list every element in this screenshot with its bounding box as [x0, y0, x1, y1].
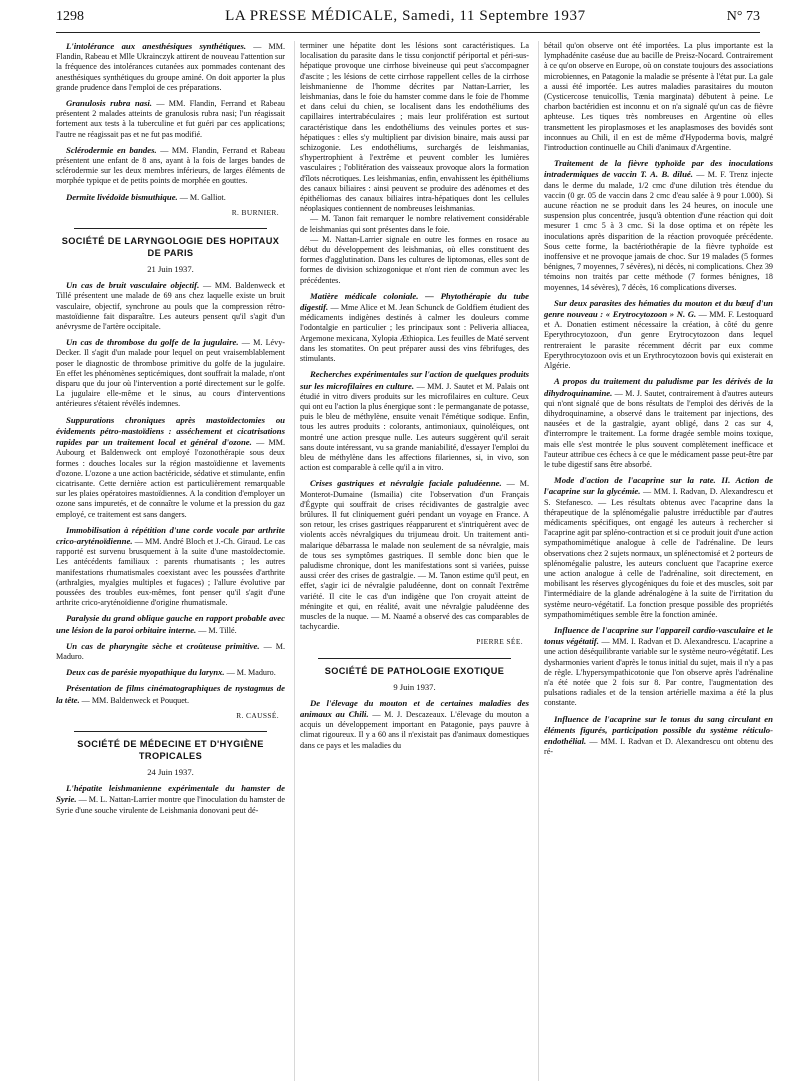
article-entry: [300, 291, 529, 364]
section-divider: [318, 658, 511, 659]
article-continuation: terminer une hépatite dont les lésions sont caractéristiques. La localisation du parasite dans le tissu conjonctif périportal et péri-sus-hépatique provoque une cirrhose biveineuse qui peut s'accompagner d'ascite ; les lésions de cette cirrhose rappellent celles de la cirrhose leishmanienne de l'homme décrites par Nattan-Larrier, les leishmanias, dans le foie du hamster comme dans le foie de l'homme et dans celui du chien, se localisent dans les endothéliums des capillaires intertrabéculaires ; mais leur prolifération est surtout caractéristique dans les endothéliums des veinules portes et sus-hépatiques : elles s'y multiplient par division binaire, mais aussi par schizogonie. Les endothéliums, surchargés de leishmanias, s'hypertrophient à l'extrême et peuvent combler les lumières vasculaires ; l'oblitération des vaisseaux provoque alors la formation d'îlots nécrotiques. Les leishmanias, enfin, envahissent les épithéliums des canaux biliaires : ainsi peuvent se produire des adénomes et des épithéliomas des canaux biliaires intra-hépatiques dont les cellules néoplasiques contiennent de nombreuses leishmanias. — M. Tanon fait remarquer le nombre relativement considérable de leishmanias qui sont présentes dans le foie. — M. Nattan-Larrier signale en outre les formes en rosace au début du développement des leishmanias, où elles constituent des formes d'agglutination. Dans les cultures de liptomonas, elles sont de formes de division schizogonique et n'ont rien de commun avec les précédentes.: [300, 41, 529, 285]
section-date: 24 Juin 1937.: [147, 766, 194, 777]
article-title: De l'élevage du mouton et de certaines maladies des animaux au Chili.: [300, 697, 529, 719]
article-entry: [544, 625, 773, 709]
article-title: A propos du traitement du paludisme par les dérivés de la dihydroquinamine.: [544, 376, 773, 398]
article-title: Un cas de pharyngite sèche et croûteuse primitive.: [66, 640, 260, 651]
signature: R. BURNIER.: [231, 207, 279, 217]
article-entry: [56, 641, 285, 662]
article-entry: [544, 376, 773, 470]
article-text: — M. J. Descazeaux. L'élevage du mouton a acquis un développement important en Patagonie, pays pauvre à climat rigoureux. Il y a 60 ans il n'existait pas d'animaux domestiques dans ce pays et les maladies du: [300, 709, 529, 750]
section-date: 21 Juin 1937.: [147, 264, 194, 275]
article-text: — MM. Flandin, Ferrand et Rabeau présentent 2 malades atteints de granulosis rubra nasi; l'un réagissait fortement aux tests à la tuberculine et fut guéri par ces applications; l'autre ne réagissait pas et ne fut pas modifié.: [56, 99, 285, 139]
article-text: — M. F. Trenz injecte dans le derme du malade, 1/2 cmc d'une dilution très étendue du vaccin (0 gr. 05 de vaccin dans 2 cmc d'eau salée à 9 pour 1.000). Si aucune réaction ne se produit dans les 24 heures, on inocule une suspension plus concentrée, jusqu'à obtention d'une réaction qui doit mesurer 1 cmc 5 à 3 cmc. Si la dose optima et on répète les inoculations après disparition de la réaction provoquée précédente. Sous cette forme, la bactériothérapie de la fièvre typhoïde est inoffensive et ne provoque jamais de choc. Sur 19 malades (5 formes bénignes, 7 moyennes, 7 sévères), ni décès, ni complications. Chez 39 témoins non traités par cette méthode (7 formes bénignes, 18 moyennes, 14 sévères), 7 décès, 16 complications diverses.: [544, 170, 774, 292]
article-text: — M. Maduro.: [56, 641, 286, 661]
article-entry: [300, 698, 529, 751]
column-3: [538, 41, 773, 1081]
section-title: SOCIÉTÉ DE LARYNGOLOGIE DES HOPITAUX DE PARIS: [61, 236, 280, 259]
article-title: L'intolérance aux anesthésiques synthétiques.: [66, 41, 247, 51]
article-entry: [56, 415, 285, 520]
column-1: [56, 41, 285, 1081]
signature: PIERRE SÉE.: [476, 637, 523, 647]
article-entry: [300, 478, 529, 632]
article-text: — MM. I. Radvan, D. Alexandrescu et S. Stefanesco. — Les résultats obtenus avec l'acaprine dans la thérapeutique de la splénomégalie palustre irréductible par d'autres médicaments spécifiques, ont engagé les auteurs à rechercher si l'acaprine agit par spléno-contraction et si ce produit jouit d'une action sympathomimétique analogue à celle de l'adrénaline. De leurs observations chez 2 sujets normaux, un splénectomisé et 2 porteurs de splénomégalie palustre, les auteurs concluent que l'acaprine exerce une action analogue à celle de l'adrénaline, soit directement, en mobilisant les réserves glycogéniques du foie et des muscles, soit par l'intermédiaire de la glande adrénalogène à la suite de l'irritation du système neuro-végétatif. La fonction presque possible des propriétés sympathomimétiques semble être la fonction aminée.: [544, 487, 773, 619]
article-title: Présentation de films cinématographiques de nystagmus de la tête.: [56, 683, 285, 705]
article-entry: [544, 298, 773, 371]
article-entry: [56, 98, 285, 140]
article-title: Un cas de thrombose du golfe de la jugulaire.: [66, 337, 239, 348]
article-text: — MM. I. Radvan et D. Alexandrescu ont obtenu des ré-: [544, 737, 773, 757]
article-title: Mode d'action de l'acaprine sur la rate. II. Action de l'acaprine sur la glycémie.: [544, 475, 773, 497]
article-text: — MM. Baldenweck et Pouquet.: [81, 695, 190, 705]
article-text: — MM. Flandin, Ferrand et Rabeau présentent une enfant de 8 ans, ayant à la fois de larges bandes de sclérodermie sur les deux membres inférieurs, de larges éléments de morphée typique et de petits points de morphée en gouttes.: [56, 145, 285, 186]
section-divider: [74, 731, 267, 732]
page-number: 1298: [56, 9, 84, 24]
article-entry: [56, 525, 285, 609]
article-title: Crises gastriques et névralgie faciale paludéenne.: [310, 478, 502, 489]
article-text: — MM. Flandin, Rabeau et Mlle Ukrainczyk attirent de nouveau l'attention sur la fréquence des intolérances cutanées aux pommades contenant des anesthésiques synthétiques du groupe aminé. On doit apporter la plus grande prudence dans l'emploi de ces préparations.: [56, 42, 285, 92]
article-text: — MM. André Bloch et J.-Ch. Giraud. Le cas rapporté est survenu brusquement à la suite d'une mastoïdectomie. Les antécédents familiaux : parents rhumatisants ; les autres manifestations rhumatismales coexistant avec les poussées d'arthrite (arthralgies, myalgies multiples et fugaces) ; l'allure évolutive par poussées des troubles eux-mêmes, font penser qu'il s'agit d'une arthrite crico-aryténoïdienne d'origine rhumatismale.: [56, 536, 285, 608]
article-title: Un cas de bruit vasculaire objectif.: [66, 280, 200, 291]
section-date: 9 Juin 1937.: [393, 681, 436, 692]
article-entry: [56, 337, 285, 409]
article-entry: [56, 783, 285, 816]
article-title: Sur deux parasites des hématies du mouton et du bœuf d'un genre nouveau : « Erytrocytozoon » N. G.: [544, 297, 773, 320]
text-columns: [56, 41, 774, 1081]
article-entry: [300, 369, 529, 473]
article-title: Paralysie du grand oblique gauche en rapport probable avec une lésion de la paroi orbitaire interne.: [56, 613, 285, 635]
section-title: SOCIÉTÉ DE PATHOLOGIE EXOTIQUE: [324, 665, 505, 676]
article-title: Matière médicale coloniale. — Phytothérapie du tube digestif.: [300, 290, 529, 313]
article-title: Sclérodermie en bandes.: [66, 144, 157, 155]
article-title: Immobilisation à répétition d'une corde vocale par arthrite crico-aryténoïdienne.: [56, 524, 285, 546]
article-title: Recherches expérimentales sur l'action de quelques produits sur les microfilaires en culture.: [300, 369, 529, 391]
article-title: Deux cas de parésie myopathique du larynx.: [66, 667, 225, 678]
article-text: — MM. F. Lestoquard et A. Donatien estiment nécessaire la création, à côté du genre Eperythrocytozoon, d'un genre Erytrocytozoon dans lequel rentreraient le parasite récemment décrit par eux comme Eperythrocytozoon ovis et un Erythrocytozoon bovis qui existerait en Algérie.: [544, 310, 773, 371]
article-text: — M. Maduro.: [226, 668, 276, 678]
article-continuation: bétail qu'on observe ont été importées. La plus importante est la lymphadénite caséuse due au bacille de Preisz-Nocard. Contrairement à ce qu'on observe en Europe, où on constate toujours des associations microbiennes, en Patagonie la maladie se présente à l'état pur. La gale a aussi été importée. Les autres maladies parasitaires du mouton (Cysticercose tenuicollis, Tænia marginata) débutent à peine. Le charbon bactéridien est inconnu et on n'a signalé qu'un cas de fièvre aphteuse. Les tiques très nombreuses en Argentine où elles transmettent les piroplasmoses et les anaplasmoses des bovidés sont inconnues au Chili, il en est de même d'Hypoderma bovis, malgré l'introduction continuelle au Chili d'animaux d'Argentine.: [544, 41, 773, 153]
article-title: Dermite livédoïde bismuthique.: [66, 191, 178, 202]
article-text: — M. Galliot.: [179, 192, 226, 202]
article-text: — M. Lévy-Decker. Il s'agit d'un malade pour lequel on peut vraisemblablement poser le diagnostic de thrombose primitive du golfe de la jugulaire. En effet les phénomènes septicémiques, dont souffrait la malade, n'ont disparu que du jour où l'intervention a porté directement sur le golfe. La jugulaire elle-même et le sinus, au cours d'interventions antérieures s'étaient révélés indemnes.: [56, 338, 285, 409]
article-title: Granulosis rubra nasi.: [66, 98, 152, 109]
article-entry: [56, 683, 285, 705]
article-text: — MM. J. Sautet et M. Palais ont étudié in vitro divers produits sur les microfilaires en culture. Ceux qui ont eu l'action la plus énergique sont : le permanganate de potasse, puis le bleu de méthylène, ensuite venait l'émétique sodique. Enfin, tous les autres produits : colorants, antimoniaux, quinoléiques, ont montré une action presque nulle. Les auteurs suggèrent qu'il serait sans doute intéressant, vu sa grande maniabilité, d'essayer l'emploi du bleu de méthylène dans les affections filariennes, si, in vivo, son action est comparable à celle qu'il a in vitro.: [300, 381, 529, 473]
article-text: — M. J. Sautet, contrairement à d'autres auteurs qui n'ont signalé que de bons résultats de l'emploi des dérivés de la dihydroquinamine, a observé dans le traitement par injections, des nausées et de la gastralgie, ayant obligé, dans 2 cas sur 4, d'interrompre le traitement. La forme dragée semble moins toxique, mais elle s'est montrée le plus souvent complètement inefficace et l'auteur attribue ces échecs à ce que le médicament passe peut-être par le tube digestif sans être absorbé.: [544, 388, 774, 469]
section-divider: [74, 228, 267, 229]
article-title: Traitement de la fièvre typhoïde par des inoculations intradermiques de vaccin T. A. B. dilué.: [544, 158, 773, 180]
article-title: Suppurations chroniques après mastoïdectomies ou évidements pétro-mastoïdiens : asséchement et cicatrisations rapides par un traitement local et général d'ozone.: [56, 414, 285, 448]
running-header: [56, 8, 760, 33]
article-title: Influence de l'acaprine sur l'appareil cardio-vasculaire et le tonus végétatif.: [544, 624, 773, 647]
article-text: — MM. I. Radvan et D. Alexandrescu. L'acaprine a une action déséquilibrante variable sur le système neuro-végétatif. Les dysharmonies varient d'après le tonus initial du sujet, mais il n'y a pas de règle. L'hypersympathicotonie que l'on observe après l'adrénaline n'a été notée que 2 fois sur 8. Par contre, l'augmentation des pulsations radiales et de la tension artérielle maxima a été la plus constante.: [544, 637, 773, 708]
article-text: — M. L. Nattan-Larrier montre que l'inoculation du hamster de Syrie d'une souche virulente de Leishmania donovani peut dé-: [56, 795, 286, 815]
article-text: — M. Monterot-Dumaine (Ismailia) cite l'observation d'un Français d'Égypte qui souffrait de crises récidivantes de gastralgie avec brûlures. Il fut cliniquement guéri pendant un voyage en France. A son retour, les crises gastriques réapparurent et s'intriquèrent avec de violents accès névralgiques du trijumeau droit. Un traitement anti-malarique débarrassa le malade non seulement de sa névralgie, mais de tous ses symptômes gastriques. Il semble donc bien que le paludisme chronique, dont les manifestations sont si variées, puisse aussi créer des crises de gastralgie. — M. Tanon estime qu'il peut, en effet, s'agir ici de névralgie paludéenne, dont on connaît l'extrême variété. Il cite le cas d'un indigène que l'on croyait atteint de méningite et qui, en réalité, avait une névralgie paludéenne des muscles de la nuque. — M. Naamé a observé des cas comparables de tachycardie.: [300, 479, 530, 632]
article-entry: [544, 714, 773, 758]
article-title: Influence de l'acaprine sur le tonus du sang circulant en éléments figurés, participation possible du système réticulo-endothélial.: [544, 713, 773, 746]
article-text: — MM. Aubourg et Baldenweck ont employé l'ozonothérapie sous deux formes : douches locales sur la région mastoïdienne et lavements d'ozone. L'ozone a une action bactéricide, sédative et stimulante, enfin cicatrisante. Cette dernière action est particulièrement remarquable sur les plaies opératoires mastoïdiennes. A la condition d'employer un ozone sans impuretés, et de connaître le volume et la pression du gaz employé, ce traitement est sans dangers.: [56, 438, 286, 519]
article-entry: [56, 192, 285, 203]
article-entry: [544, 475, 773, 620]
article-entry: [56, 613, 285, 635]
article-title: L'hépatite leishmanienne expérimentale du hamster de Syrie.: [56, 783, 285, 805]
article-text: — Mme Alice et M. Jean Schunck de Goldfiem étudient des médicaments indigènes destinés à calmer les douleurs comme l'odontalgie en particulier ; les principaux sont : Peliveria alliacea, Argemone mexicana, Xylopia Æthiopica. Les feuilles de Maté servent dans les stomatites. On peut préparer aussi des vins fébrifuges, des stimulants.: [300, 303, 529, 364]
section-title: SOCIÉTÉ DE MÉDECINE ET D'HYGIÈNE TROPICALES: [77, 738, 264, 761]
signature: R. CAUSSÉ.: [236, 710, 279, 720]
article-entry: [56, 280, 285, 332]
article-entry: [56, 667, 285, 678]
article-entry: [56, 145, 285, 187]
article-entry: [56, 41, 285, 93]
issue-number: N° 73: [726, 9, 760, 24]
article-text: — MM. Baldenweck et Tillé présentent une malade de 69 ans chez laquelle existe un bruit vasculaire, objectif, synchrone au pouls que la compression rétro-mastoïdienne fait disparaître. Les auteurs pensent qu'il s'agit d'un anévrysme de l'artère occipitale.: [56, 281, 285, 332]
column-2: [294, 41, 529, 1081]
article-text: — M. Tillé.: [198, 625, 237, 635]
journal-title: LA PRESSE MÉDICALE, Samedi, 11 Septembre 1937: [225, 8, 586, 24]
article-entry: [544, 158, 773, 293]
